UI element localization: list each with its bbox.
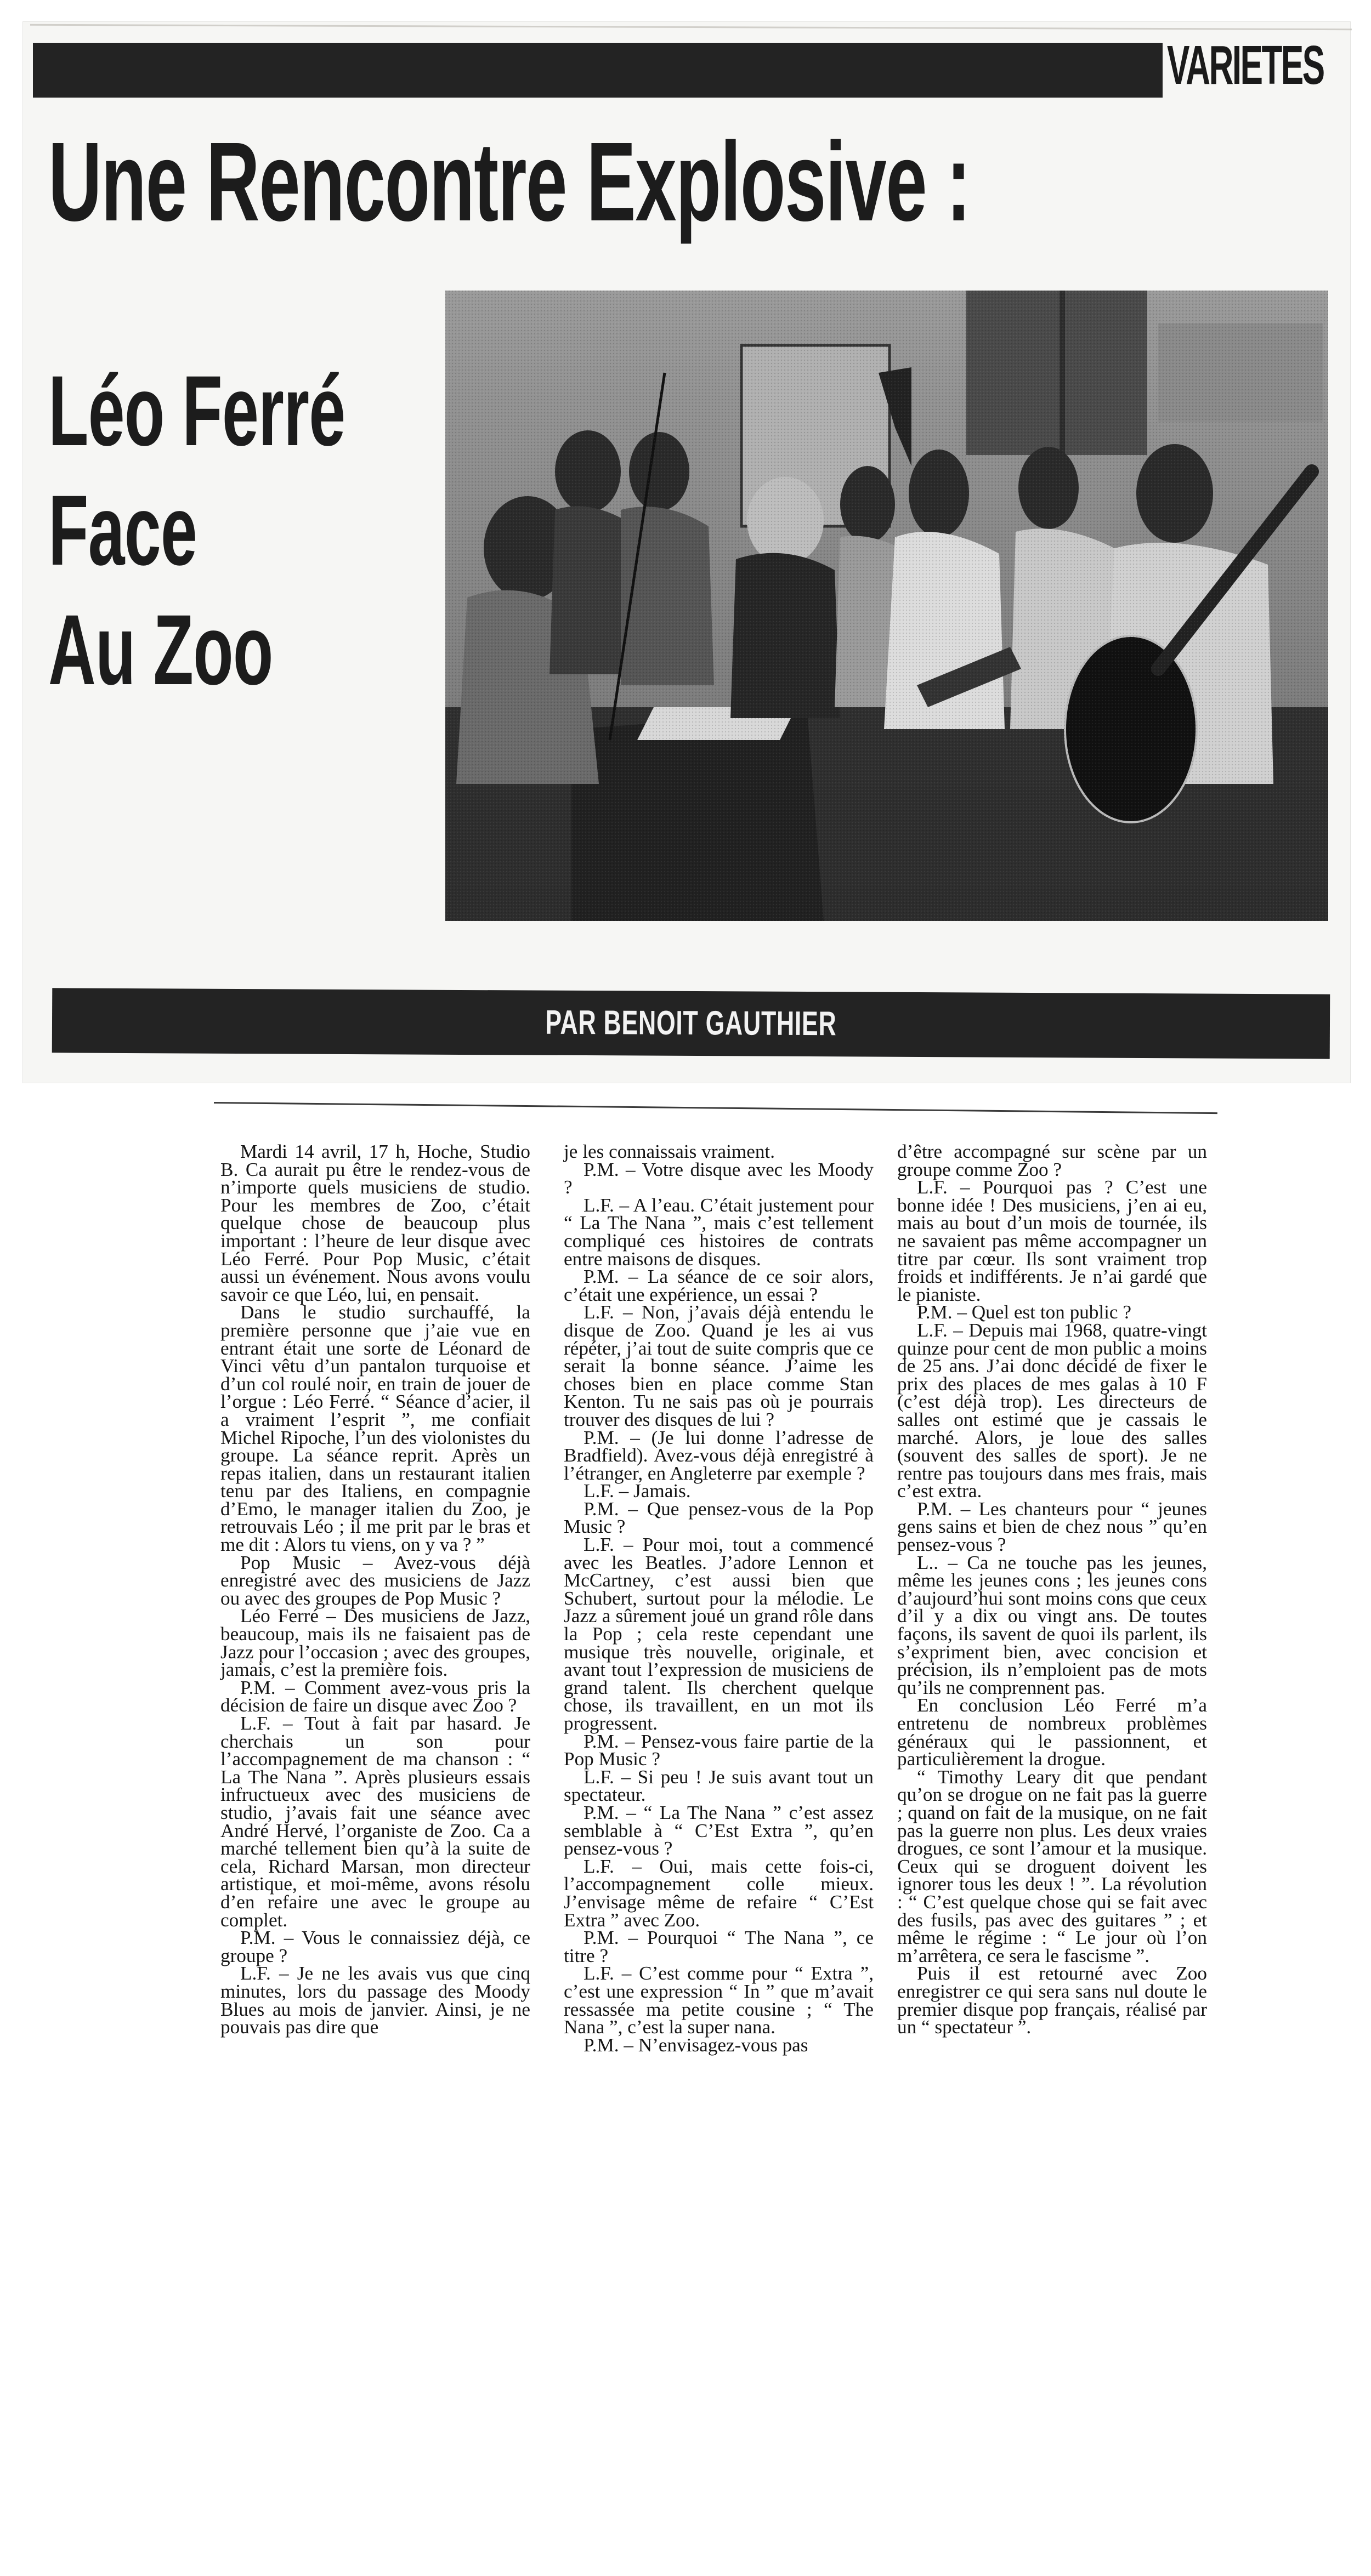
paragraph: P.M. – Les chanteurs pour “ jeunes gens sains et bien de chez nous ” qu’en pensez-vous ? (897, 1498, 1207, 1556)
byline-text: PAR BENOIT GAUTHIER (545, 1003, 837, 1043)
paragraph: Pop Music – Avez-vous déjà enregistré avec des musiciens de Jazz ou avec des groupes de Pop Music ? (220, 1551, 530, 1609)
byline (52, 988, 1330, 1059)
headline-line-leo-ferre: Léo Ferré (48, 355, 345, 467)
paragraph: P.M. – (Je lui donne l’adresse de Bradfield). Avez-vous déjà enregistré à l’étranger, en Angleterre par exemple ? (564, 1426, 874, 1484)
article-column-2 (564, 1143, 874, 2054)
headline-line-au-zoo: Au Zoo (48, 594, 273, 706)
paragraph: L.F. – Depuis mai 1968, quatre-vingt quinze pour cent de mon public a moins de 25 ans. J’ai donc décidé de fixer le prix des places de mes galas à 10 F (c’est déjà trop). Les directeurs de salles ont estimé que je cassais le marché. Alors, je loue des salles (souvent des salles de sport). Je ne rentre pas toujours dans mes frais, mais c’est extra. (897, 1319, 1207, 1502)
headline-main: Une Rencontre Explosive : (48, 119, 971, 244)
paragraph: P.M. – Vous le connaissiez déjà, ce groupe ? (220, 1927, 530, 1966)
paragraph: L.F. – Si peu ! Je suis avant tout un spectateur. (564, 1766, 874, 1806)
paragraph: P.M. – “ La The Nana ” c’est assez semblable à “ C’Est Extra ”, qu’en pensez-vous ? (564, 1801, 874, 1860)
paragraph: L.F. – Je ne les avais vus que cinq minutes, lors du passage des Moody Blues au mois de janvier. Ainsi, je ne pouvais pas dire que (220, 1963, 530, 2038)
paragraph: P.M. – La séance de ce soir alors, c’était une expérience, un essai ? (564, 1266, 874, 1305)
paragraph: P.M. – Pourquoi “ The Nana ”, ce titre ? (564, 1927, 874, 1966)
headline-line-face: Face (48, 474, 197, 586)
paragraph: P.M. – Pensez-vous faire partie de la Pop Music ? (564, 1730, 874, 1770)
paragraph: P.M. – Comment avez-vous pris la décision de faire un disque avec Zoo ? (220, 1676, 530, 1716)
paragraph: Dans le studio surchauffé, la première personne que j’aie vue en entrant était une sorte de Léonard de Vinci vêtu d’un pantalon turquoise et d’un col roulé noir, en train de jouer de l’orgue : Léo Ferré. “ Séance d’acier, il a vraiment l’esprit ”, me confiait Michel Ripoche, l’un des violonistes du groupe. La séance reprit. Après un repas italien, dans un restaurant italien tenu par des Italiens, en compagnie d’Emo, le manager italien du Zoo, je retrouvais Léo ; il me prit par le bras et me dit : Alors tu viens, on y va ? ” (220, 1301, 530, 1556)
paragraph: Puis il est retourné avec Zoo enregistrer ce qui sera sans nul doute le premier disque pop français, réalisé par un “ spectateur ”. (897, 1963, 1207, 2038)
paragraph: P.M. – N’envisagez-vous pas (583, 2034, 808, 2056)
paragraph: “ Timothy Leary dit que pendant qu’on se drogue on ne fait pas la guerre ; quand on fait de la musique, on ne fait pas la guerre non plus. Les deux vraies drogues, ce sont l’amour et la musique. Ceux qui se droguent doivent les ignorer tous les deux ! ”. La révolution : “ C’est quelque chose qui se fait avec des fusils, pas avec des guitares ” ; et même le régime : “ Le jour où l’on m’arrêtera, ce sera le fascisme ”. (897, 1766, 1207, 1966)
studio-group-photo (445, 291, 1328, 921)
paragraph: L.F. – Pourquoi pas ? C’est une bonne idée ! Des musiciens, j’en ai eu, mais au bout d’un mois de tournée, ils ne savaient pas même accompagner un titre par cœur. Ils sont vraiment trop froids et indifférents. Je n’ai gardé que le pianiste. (897, 1176, 1207, 1305)
paragraph: Mardi 14 avril, 17 h, Hoche, Studio B. Ca aurait pu être le rendez-vous de n’importe quels musiciens de studio. Pour les membres de Zoo, c’était quelque chose de beaucoup plus important : l’heure de leur disque avec Léo Ferré. Pour Pop Music, c’était aussi un événement. Nous avons voulu savoir ce que Léo, lui, en pensait. (220, 1141, 530, 1305)
paragraph: P.M. – Votre disque avec les Moody ? (564, 1158, 874, 1198)
paragraph: L.F. – Oui, mais cette fois-ci, l’accompagnement colle mieux. J’envisage même de refaire “ C’Est Extra ” avec Zoo. (564, 1855, 874, 1931)
paragraph: P.M. – Quel est ton public ? (917, 1301, 1131, 1323)
paragraph: P.M. – Que pensez-vous de la Pop Music ? (564, 1498, 874, 1538)
paragraph: L.F. – A l’eau. C’était justement pour “ La The Nana ”, mais c’est tellement compliqué ces histoires de contrats entre maisons de disques. (564, 1194, 874, 1270)
section-label: VARIETES (1167, 35, 1324, 96)
paragraph: L.F. – Tout à fait par hasard. Je cherchais un son pour l’accompagnement de ma chanson : “ La The Nana ”. Après plusieurs essais infructueux avec des musiciens de studio, j’avais fait une séance avec André Hervé, l’organiste de Zoo. Ca a marché tellement bien qu’à la suite de cela, Richard Marsan, mon directeur artistique, et moi-même, avons résolu d’en refaire une avec le groupe au complet. (220, 1713, 530, 1931)
article-column-3 (897, 1143, 1207, 2037)
clipping-cut-line (214, 1102, 1217, 1114)
paragraph: L.F. – C’est comme pour “ Extra ”, c’est une expression “ In ” que m’avait ressassée ma petite cousine ; “ The Nana ”, c’est la super nana. (564, 1963, 874, 2038)
paragraph: Léo Ferré – Des musiciens de Jazz, beaucoup, mais ils ne faisaient pas de Jazz pour l’occasion ; avec des groupes, jamais, c’est la première fois. (220, 1605, 530, 1681)
paragraph: d’être accompagné sur scène par un groupe comme Zoo ? (897, 1141, 1207, 1180)
paragraph: L.. – Ca ne touche pas les jeunes, même les jeunes cons ; les jeunes cons d’aujourd’hui sont moins cons que ceux d’il y a dix ou vingt ans. De toutes façons, ils savent de quoi ils parlent, ils s’expriment bien, avec concision et précision, ils n’emploient pas de mots qu’ils ne comprennent pas. (897, 1551, 1207, 1698)
headline-sub (48, 351, 345, 709)
paragraph: je les connaissais vraiment. (564, 1141, 775, 1162)
section-bar (33, 43, 1163, 98)
paragraph: L.F. – Non, j’avais déjà entendu le disque de Zoo. Quand je les ai vus répéter, j’ai tout de suite compris que ce serait la bonne séance. J’aime les choses bien en place comme Stan Kenton. Tu ne sais pas où je pourrais trouver des disques de lui ? (564, 1301, 874, 1430)
paragraph: L.F. – Jamais. (583, 1480, 691, 1502)
byline-bar (52, 988, 1330, 1059)
paragraph: En conclusion Léo Ferré m’a entretenu de nombreux problèmes généraux qui le passionnent, et particulièrement la drogue. (897, 1694, 1207, 1770)
article-column-1 (220, 1143, 530, 2037)
photo-illustration (445, 291, 1328, 921)
paragraph: L.F. – Pour moi, tout a commencé avec les Beatles. J’adore Lennon et McCartney, c’est aussi bien que Schubert, surtout pour la mélodie. Le Jazz a sûrement joué un grand rôle dans la Pop ; cela reste cependant une musique très nouvelle, originale, et avant tout l’expression de musiciens de grand talent. Ils cherchent quelque chose, ils travaillent, en un mot ils progressent. (564, 1534, 874, 1734)
